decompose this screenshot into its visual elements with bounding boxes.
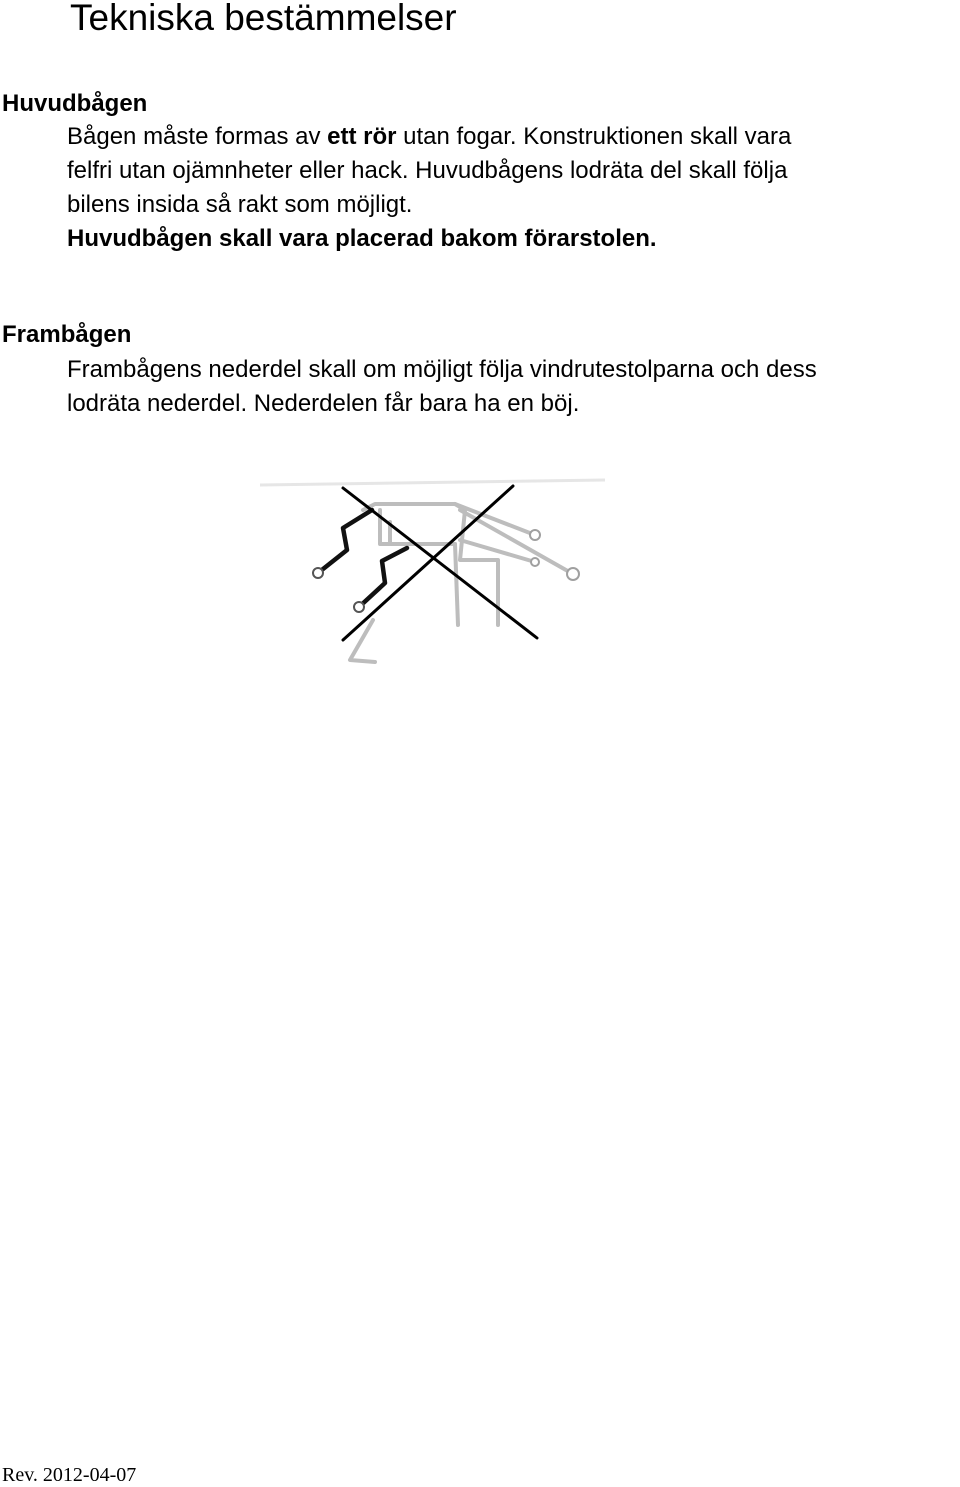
- section-heading-huvudbagen: Huvudbågen: [2, 90, 148, 117]
- body-line: felfri utan ojämnheter eller hack. Huvudbågens lodräta del skall följa: [67, 157, 788, 184]
- body-line-emphasis: Huvudbågen skall vara placerad bakom förarstolen.: [67, 225, 657, 252]
- body-line: Frambågens nederdel skall om möjligt följa vindrutestolparna och dess: [67, 356, 817, 383]
- page-title: Tekniska bestämmelser: [70, 0, 457, 38]
- body-text: Bågen måste formas av: [67, 123, 328, 150]
- crossed-out-rollcage-diagram-icon: [255, 470, 615, 670]
- body-text: utan fogar. Konstruktionen skall vara: [396, 123, 792, 150]
- body-line: lodräta nederdel. Nederdelen får bara ha en böj.: [67, 390, 580, 417]
- body-line: bilens insida så rakt som möjligt.: [67, 191, 413, 218]
- section-heading-frambagen: Frambågen: [2, 321, 132, 348]
- section-body-huvudbagen: [67, 120, 960, 256]
- section-body-frambagen: [67, 353, 960, 421]
- body-line: [67, 120, 960, 154]
- revision-date: Rev. 2012-04-07: [2, 1464, 137, 1486]
- body-text-bold: ett rör: [327, 123, 397, 150]
